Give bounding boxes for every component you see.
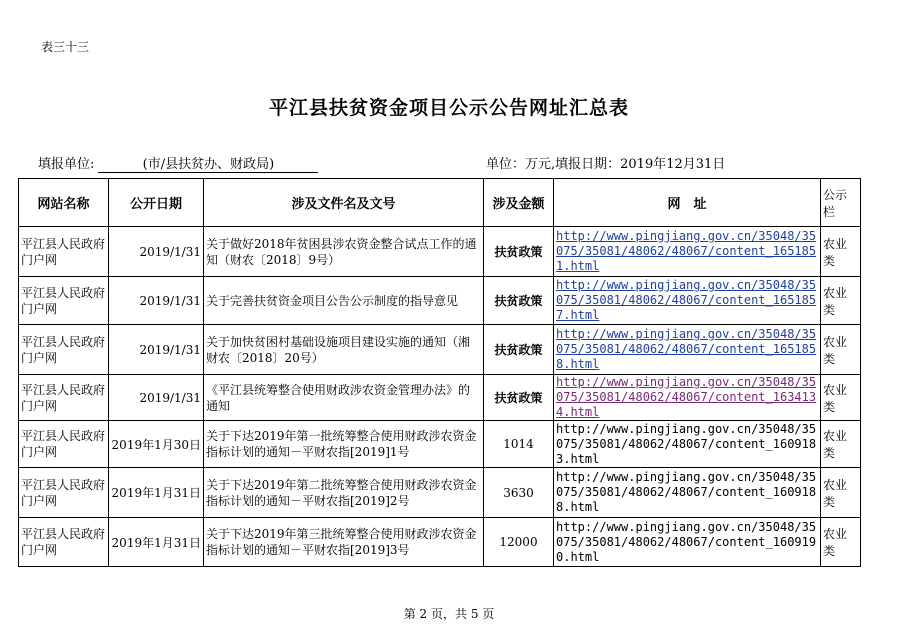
amount-cell: 1014 xyxy=(484,421,554,468)
amount-cell: 扶贫政策 xyxy=(484,227,554,277)
category-cell: 农业类 xyxy=(821,468,861,518)
site-cell: 平江县人民政府门户网 xyxy=(19,468,109,518)
reporting-unit-label: 填报单位: xyxy=(38,157,95,172)
category-cell: 农业类 xyxy=(821,421,861,468)
date-cell: 2019/1/31 xyxy=(109,375,204,421)
header-document: 涉及文件名及文号 xyxy=(204,179,484,227)
table-row xyxy=(19,421,861,468)
document-cell: 关于下达2019年第二批统筹整合使用财政涉农资金指标计划的通知－平财农指[2019]2号 xyxy=(204,468,484,518)
unit-and-date: 单位：万元,填报日期：2019年12月31日 xyxy=(486,157,726,172)
header-url: 网 址 xyxy=(554,179,821,227)
url-cell xyxy=(554,375,821,421)
header-category: 公示栏 xyxy=(821,179,861,227)
table-row xyxy=(19,277,861,325)
table-row xyxy=(19,468,861,518)
table-row xyxy=(19,518,861,567)
header-site: 网站名称 xyxy=(19,179,109,227)
category-cell: 农业类 xyxy=(821,518,861,567)
header-date: 公开日期 xyxy=(109,179,204,227)
url-link[interactable]: http://www.pingjiang.gov.cn/35048/35075/35081/48062/48067/content_1651851.html xyxy=(556,229,817,273)
url-cell: http://www.pingjiang.gov.cn/35048/35075/35081/48062/48067/content_1609190.html xyxy=(554,518,821,567)
url-cell: http://www.pingjiang.gov.cn/35048/35075/35081/48062/48067/content_1609183.html xyxy=(554,421,821,468)
date-cell: 2019年1月30日 xyxy=(109,421,204,468)
site-cell: 平江县人民政府门户网 xyxy=(19,325,109,375)
date-cell: 2019年1月31日 xyxy=(109,518,204,567)
table-row xyxy=(19,375,861,421)
url-link[interactable]: http://www.pingjiang.gov.cn/35048/35075/35081/48062/48067/content_1651857.html xyxy=(556,278,817,322)
table-label: 表三十三 xyxy=(41,40,90,54)
url-link[interactable]: http://www.pingjiang.gov.cn/35048/35075/35081/48062/48067/content_1634134.html xyxy=(556,375,817,419)
document-cell: 《平江县统筹整合使用财政涉农资金管理办法》的通知 xyxy=(204,375,484,421)
category-cell: 农业类 xyxy=(821,277,861,325)
category-cell: 农业类 xyxy=(821,375,861,421)
url-cell xyxy=(554,227,821,277)
document-cell: 关于完善扶贫资金项目公告公示制度的指导意见 xyxy=(204,277,484,325)
site-cell: 平江县人民政府门户网 xyxy=(19,227,109,277)
reporting-unit xyxy=(38,153,318,173)
date-cell: 2019/1/31 xyxy=(109,325,204,375)
reporting-unit-value: (市/县扶贫办、财政局) xyxy=(98,153,318,173)
page-title: 平江县扶贫资金项目公示公告网址汇总表 xyxy=(268,97,629,119)
site-cell: 平江县人民政府门户网 xyxy=(19,277,109,325)
site-cell: 平江县人民政府门户网 xyxy=(19,518,109,567)
amount-cell: 扶贫政策 xyxy=(484,277,554,325)
url-cell xyxy=(554,277,821,325)
amount-cell: 扶贫政策 xyxy=(484,375,554,421)
amount-cell: 3630 xyxy=(484,468,554,518)
category-cell: 农业类 xyxy=(821,325,861,375)
url-link[interactable]: http://www.pingjiang.gov.cn/35048/35075/35081/48062/48067/content_1651858.html xyxy=(556,327,817,371)
date-cell: 2019/1/31 xyxy=(109,277,204,325)
amount-cell: 扶贫政策 xyxy=(484,325,554,375)
header-amount: 涉及金额 xyxy=(484,179,554,227)
table-row xyxy=(19,325,861,375)
category-cell: 农业类 xyxy=(821,227,861,277)
document-cell: 关于下达2019年第一批统筹整合使用财政涉农资金指标计划的通知－平财农指[2019]1号 xyxy=(204,421,484,468)
date-cell: 2019年1月31日 xyxy=(109,468,204,518)
url-cell xyxy=(554,325,821,375)
header-row xyxy=(19,179,861,227)
url-cell: http://www.pingjiang.gov.cn/35048/35075/35081/48062/48067/content_1609188.html xyxy=(554,468,821,518)
summary-table xyxy=(18,178,861,567)
site-cell: 平江县人民政府门户网 xyxy=(19,421,109,468)
document-cell: 关于做好2018年贫困县涉农资金整合试点工作的通知（财农〔2018〕9号） xyxy=(204,227,484,277)
document-cell: 关于下达2019年第三批统筹整合使用财政涉农资金指标计划的通知－平财农指[2019]3号 xyxy=(204,518,484,567)
site-cell: 平江县人民政府门户网 xyxy=(19,375,109,421)
document-cell: 关于加快贫困村基础设施项目建设实施的通知（湘财农〔2018〕20号） xyxy=(204,325,484,375)
date-cell: 2019/1/31 xyxy=(109,227,204,277)
amount-cell: 12000 xyxy=(484,518,554,567)
table-row xyxy=(19,227,861,277)
page-footer: 第 2 页，共 5 页 xyxy=(403,607,495,621)
